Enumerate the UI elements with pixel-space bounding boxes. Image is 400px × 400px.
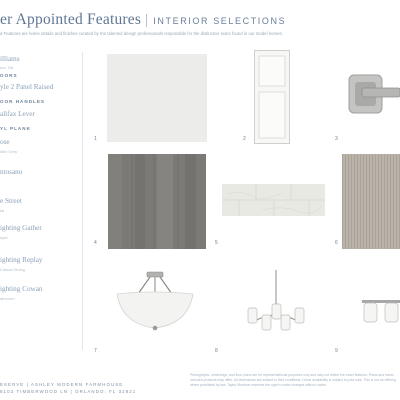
legal-disclaimer: Photographs, renderings, and floor plans are for representational purposes only and may not reflect the exact features. Plans and home-included products may differ. All dimensions are subject to field conditions. Home availability is subject to prior sale. This is not an offering where prohibited by law. Taylor Morrison reserves the right to make changes without notice.	[190, 373, 396, 387]
carpet-graphic	[342, 154, 400, 249]
sidebar-tile-name: ntosano	[0, 168, 23, 176]
vanity-bar	[362, 300, 400, 303]
selection-number-1: 1	[94, 136, 97, 142]
sidebar-heading-door-handles: OOR HANDLES	[0, 99, 45, 104]
vanity-shade	[364, 303, 377, 322]
selection-number-8: 8	[215, 348, 218, 354]
sidebar-plank-name: ose	[0, 138, 10, 146]
plank-board	[157, 154, 173, 249]
sidebar-lighting-replay-name: ighting Replay	[0, 256, 43, 264]
light-arm	[138, 277, 150, 294]
chandelier-image	[245, 270, 307, 340]
sidebar-divider	[82, 52, 83, 350]
sidebar-lighting-cowan-detail: athroom	[0, 296, 15, 301]
page-subtitle: INTERIOR SELECTIONS	[153, 16, 287, 26]
chandelier-shade	[248, 308, 257, 323]
vanity-light-image	[362, 290, 400, 326]
bowl-finial	[153, 326, 158, 331]
paint-swatch-fill	[107, 54, 207, 142]
lever-handle-graphic	[348, 72, 400, 118]
title-separator: |	[145, 12, 149, 28]
sidebar-paint-detail: ecc Tall	[0, 65, 14, 70]
lever-arm	[362, 88, 400, 97]
plank-board	[108, 154, 122, 249]
selection-number-2: 2	[243, 136, 246, 142]
selection-number-4: 4	[94, 240, 97, 246]
selection-number-5: 5	[215, 240, 218, 246]
chandelier-shade	[295, 308, 304, 323]
door-graphic	[254, 50, 290, 144]
chandelier-shade	[272, 304, 281, 319]
intro-text: d Features are home details and finishes curated by the talented design professionals responsible for the distinctive looks found in our model homes.	[0, 31, 283, 36]
lever-handle-image	[348, 72, 400, 118]
carpet-texture	[342, 154, 400, 249]
page-title-main: er Appointed Features	[0, 11, 142, 28]
sidebar-carpet-name: e Street	[0, 197, 22, 205]
sidebar-lighting-cowan-name: ighting Cowan	[0, 285, 43, 293]
chandelier-graphic	[245, 270, 307, 340]
door-lower-panel	[259, 92, 285, 138]
footer-community-plan: ESERVE | ASHLEY MODERN FARMHOUSE	[0, 382, 124, 387]
carpet-image	[342, 154, 400, 249]
light-arm	[160, 277, 172, 294]
marble-tile-graphic	[222, 184, 325, 216]
chandelier-shade	[281, 315, 290, 330]
light-canopy	[147, 272, 163, 277]
sidebar-heading-doors: OORS	[0, 73, 18, 78]
vanity-shade	[385, 303, 398, 322]
vinyl-plank-graphic	[108, 154, 206, 249]
sidebar-plank-detail: Mile Grey	[0, 149, 18, 154]
selection-number-6: 6	[335, 240, 338, 246]
door-image	[254, 50, 290, 144]
chandelier-shade	[262, 315, 271, 330]
community-footer	[0, 381, 136, 395]
sidebar-door-name: yle 2 Panel Raised	[0, 83, 54, 91]
pendant-light-image	[112, 268, 198, 338]
vinyl-plank-image	[108, 154, 206, 249]
marble-tile-image	[222, 184, 325, 216]
selection-number-9: 9	[335, 348, 338, 354]
sidebar-lighting-gather-detail: ayer	[0, 235, 8, 240]
sidebar-lighting-gather-name: ighting Gather	[0, 224, 42, 232]
page-title	[0, 11, 286, 29]
sidebar-handle-name: alifax Lever	[0, 110, 35, 118]
plank-board	[135, 154, 145, 249]
plank-board	[185, 154, 196, 249]
sidebar-carpet-detail: tal	[0, 208, 5, 213]
paint-swatch-graphic	[107, 54, 207, 142]
vanity-light-graphic	[362, 290, 400, 326]
sidebar-heading-vinyl-plank: YL PLANK	[0, 126, 31, 131]
sidebar-paint-name: illiams	[0, 55, 20, 63]
door-upper-panel	[259, 56, 285, 86]
pendant-light-graphic	[112, 268, 198, 338]
glass-bowl	[117, 292, 193, 328]
selection-number-3: 3	[335, 136, 338, 142]
selection-number-7: 7	[94, 348, 97, 354]
paint-swatch	[107, 54, 207, 142]
footer-address: 8103 TIMBERWOOD LN | ORLANDO, FL 32821	[0, 389, 137, 394]
sidebar-lighting-replay-detail: Casual Dining	[0, 267, 25, 272]
